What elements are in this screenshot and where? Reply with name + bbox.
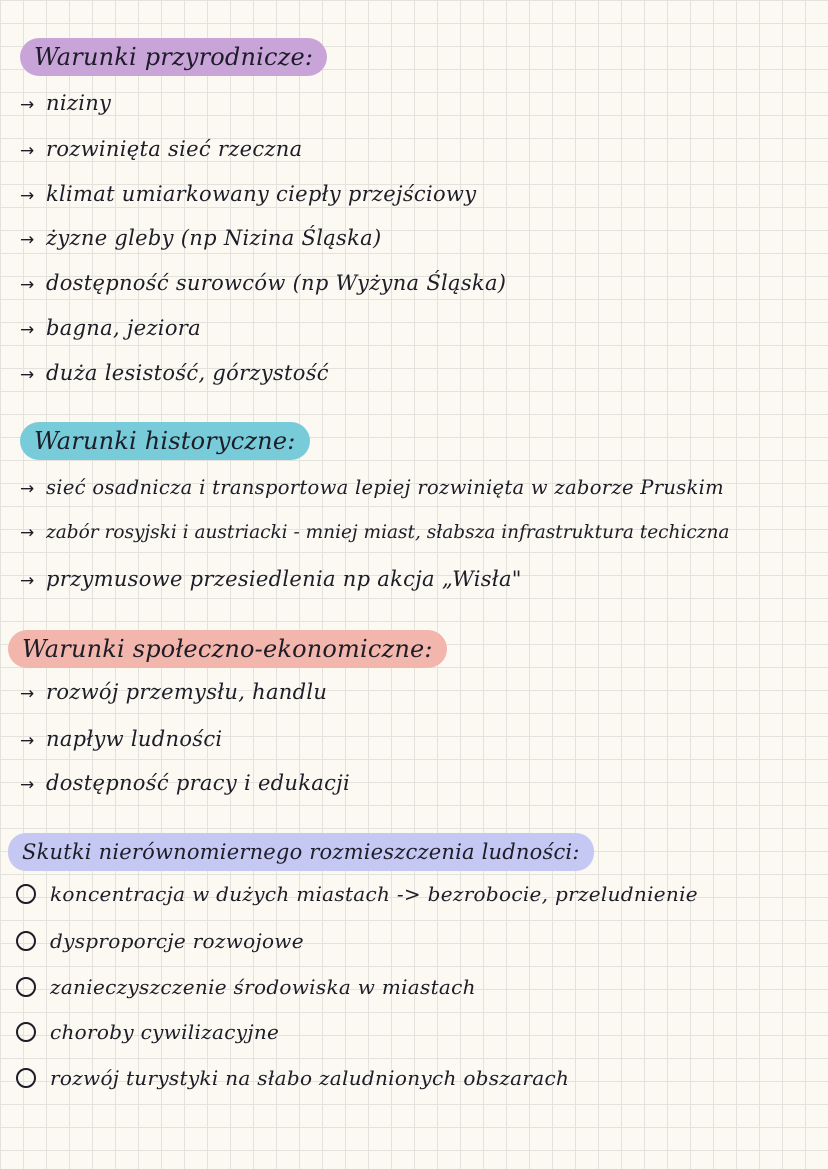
circle-bullet-icon bbox=[16, 1022, 36, 1042]
arrow-icon: → bbox=[20, 95, 35, 115]
list-item: zanieczyszczenie środowiska w miastach bbox=[16, 972, 476, 1002]
arrow-icon: → bbox=[20, 775, 35, 795]
section-heading: Skutki nierównomiernego rozmieszczenia ludności: bbox=[8, 833, 594, 871]
list-item: → duża lesistość, górzystość bbox=[20, 358, 329, 390]
arrow-icon: → bbox=[20, 186, 35, 206]
arrow-icon: → bbox=[20, 571, 35, 591]
arrow-icon: → bbox=[20, 365, 35, 385]
list-item: → sieć osadnicza i transportowa lepiej rozwinięta w zaborze Pruskim bbox=[20, 473, 724, 504]
list-item: rozwój turystyki na słabo zaludnionych obszarach bbox=[16, 1063, 569, 1093]
section-heading: Warunki przyrodnicze: bbox=[20, 38, 327, 76]
list-item: → napływ ludności bbox=[20, 724, 222, 756]
list-item: choroby cywilizacyjne bbox=[16, 1017, 279, 1047]
arrow-icon: → bbox=[20, 141, 35, 161]
arrow-icon: → bbox=[20, 230, 35, 250]
list-item: → klimat umiarkowany ciepły przejściowy bbox=[20, 179, 476, 211]
section-heading: Warunki społeczno-ekonomiczne: bbox=[8, 630, 447, 668]
arrow-icon: → bbox=[20, 523, 35, 543]
arrow-icon: → bbox=[20, 684, 35, 704]
list-item: → zabór rosyjski i austriacki - mniej miast, słabsza infrastruktura techiczna bbox=[20, 518, 729, 548]
circle-bullet-icon bbox=[16, 931, 36, 951]
arrow-icon: → bbox=[20, 479, 35, 499]
list-item: → bagna, jeziora bbox=[20, 313, 201, 345]
list-item: → przymusowe przesiedlenia np akcja „Wisła" bbox=[20, 564, 522, 596]
list-item: → dostępność pracy i edukacji bbox=[20, 768, 350, 800]
section-heading: Warunki historyczne: bbox=[20, 422, 310, 460]
list-item: dysproporcje rozwojowe bbox=[16, 926, 304, 956]
list-item: → dostępność surowców (np Wyżyna Śląska) bbox=[20, 268, 506, 300]
list-item: → rozwinięta sieć rzeczna bbox=[20, 134, 302, 166]
arrow-icon: → bbox=[20, 320, 35, 340]
list-item: → żyzne gleby (np Nizina Śląska) bbox=[20, 223, 381, 255]
list-item: koncentracja w dużych miastach -> bezrobocie, przeludnienie bbox=[16, 879, 698, 909]
arrow-icon: → bbox=[20, 275, 35, 295]
circle-bullet-icon bbox=[16, 1068, 36, 1088]
circle-bullet-icon bbox=[16, 977, 36, 997]
list-item: → rozwój przemysłu, handlu bbox=[20, 677, 327, 709]
arrow-icon: → bbox=[20, 731, 35, 751]
list-item: → niziny bbox=[20, 88, 111, 120]
circle-bullet-icon bbox=[16, 884, 36, 904]
